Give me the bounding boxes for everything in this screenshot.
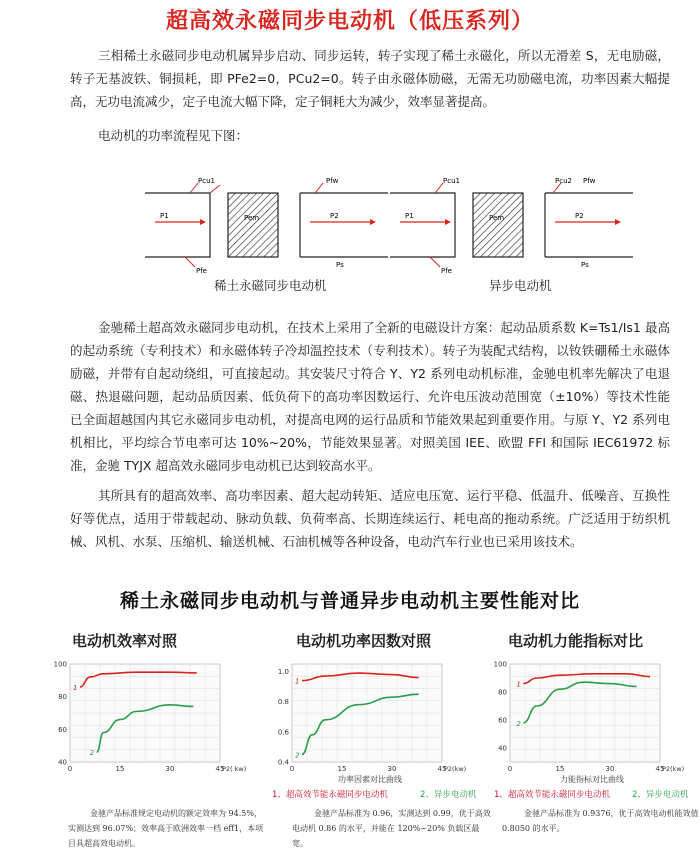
label-pcu1: Pcu1 [198, 177, 215, 185]
y-tick-label: 100 [493, 660, 507, 669]
y-tick-label: 40 [58, 758, 67, 767]
power-factor-curve-caption: 功率因素对比曲线 [338, 775, 402, 784]
x-tick-label: 0 [507, 765, 513, 773]
y-tick-label: 80 [58, 693, 67, 702]
series-2-label: 2 [89, 749, 95, 758]
legend-pm-motor: 1、超高效节能永磁同步电动机 [272, 790, 388, 800]
y-tick-label: 80 [498, 688, 507, 697]
label-ps: Ps [581, 261, 589, 269]
label-p2: P2 [330, 212, 339, 220]
x-tick-label: 45 [437, 765, 447, 773]
series-1-label: 1 [516, 680, 521, 689]
x-tick-label: 30 [387, 765, 397, 773]
y-tick-label: 1.0 [277, 668, 289, 677]
energy-index-chart [480, 656, 700, 774]
pm-motor-power-flow-diagram [140, 175, 400, 275]
label-pfe: Pfe [196, 267, 207, 275]
comparison-title: 稀土永磁同步电动机与普通异步电动机主要性能对比 [119, 590, 580, 612]
x-tick-label: 0 [289, 765, 295, 773]
legend-async-motor-2: 2、异步电动机 [632, 790, 689, 800]
efficiency-note: 金驰产品标准规定电动机的额定效率为 94.5%，实测达到 96.07%；效率高于欧洲效率一档 eff1，本项目具超高效电动机。 [68, 809, 264, 848]
series-1-label: 1 [73, 683, 78, 692]
energy-index-chart-title: 电动机力能指标对比 [508, 632, 644, 650]
x-tick-label: 45 [655, 765, 665, 773]
series-1-label: 1 [295, 677, 300, 686]
label-pfw: Pfw [583, 177, 596, 185]
label-pem: Pem [489, 214, 505, 222]
label-pcu2: Pcu2 [555, 177, 572, 185]
x-tick-label: 15 [115, 765, 125, 773]
x-axis-label: P2(kw) [662, 765, 685, 773]
y-tick-label: 60 [498, 716, 507, 725]
power-factor-note: 金驰产品标准为 0.96，实测达到 0.99，优于高效电动机 0.86 的水平，并能在 120%~20% 负载区最宽。 [292, 809, 491, 848]
power-factor-chart [262, 656, 482, 774]
power-factor-chart-title: 电动机功率因数对照 [296, 632, 432, 650]
x-tick-label: 45 [215, 765, 225, 773]
x-tick-label: 15 [555, 765, 565, 773]
y-tick-label: 0.8 [277, 698, 289, 707]
x-tick-label: 0 [67, 765, 73, 773]
label-pem: Pem [244, 214, 260, 222]
efficiency-chart [40, 656, 260, 774]
x-axis-label: P2( kw) [222, 765, 247, 773]
label-pcu1: Pcu1 [443, 177, 460, 185]
label-p1: P1 [405, 212, 414, 220]
label-p1: P1 [160, 212, 169, 220]
x-tick-label: 30 [605, 765, 615, 773]
async-motor-power-flow-diagram [385, 175, 645, 275]
series-2-label: 2 [516, 719, 521, 728]
legend-async-motor: 2、异步电动机 [420, 790, 477, 800]
efficiency-chart-title: 电动机效率对照 [72, 632, 178, 650]
y-tick-label: 60 [58, 725, 67, 734]
x-tick-label: 15 [337, 765, 347, 773]
x-tick-label: 30 [165, 765, 175, 773]
legend-pm-motor-2: 1、超高效节能永磁同步电动机 [494, 790, 610, 800]
y-tick-label: 40 [498, 744, 507, 753]
label-p2: P2 [575, 212, 584, 220]
pm-motor-diagram-caption: 稀土永磁同步电动机 [214, 278, 327, 293]
series-2-label: 2 [295, 751, 300, 760]
energy-index-curve-caption: 力能指标对比曲线 [560, 775, 624, 784]
label-pfe: Pfe [441, 267, 452, 275]
y-tick-label: 0.6 [277, 728, 289, 737]
label-pfw: Pfw [326, 177, 339, 185]
intro-paragraph: 三相稀土永磁同步电动机属异步启动、同步运转，转子实现了稀土永磁化，所以无滑差 S，无电励磁，转子无基波铁、铜损耗，即 PFe2=0，PCu2=0。转子由永磁体励磁，无需无功励磁电流，功率因素大幅提高，无功电流减少，定子电流大幅下降，定子铜耗大为减少，效率显著提高。 [70, 48, 670, 109]
applications-paragraph: 其所具有的超高效率、高功率因素、超大起动转矩、适应电压宽、运行平稳、低温升、低噪音、互换性好等优点，适用于带载起动、脉动负载、负荷率高、长期连续运行、耗电高的拖动系统。广泛适用于纺织机械、风机、水泵、压缩机、输送机械、石油机械等各种设备，电动汽车行业也已采用该技术。 [70, 488, 670, 549]
label-ps: Ps [336, 261, 344, 269]
technology-paragraph: 金驰稀土超高效永磁同步电动机，在技术上采用了全新的电磁设计方案：起动品质系数 K=Ts1/Is1 最高的起动系统（专利技术）和永磁体转子冷却温控技术（专利技术）。转子为装配式结构，以钕铁硼稀土永磁体励磁，并带有自起动绕组，可直接起动。其安装尺寸符合 Y、Y2 系列电动机标准，金驰电机率先解决了电退磁、热退磁问题，起动品质因素、低负荷下的高功率因数运行、允许电压波动范围宽（±10%）等技术性能已全面超越国内其它永磁同步电动机，对提高电网的运行品质和节能效果起到重要作用。与原 Y、Y2 系列电机相比，平均综合节电率可达 10%~20%，节能效果显著。对照美国 IEE、欧盟 FFI 和国际 IEC61972 标准，金驰 TYJX 超高效永磁同步电动机已达到较高水平。 [70, 320, 670, 473]
page-title: 超高效永磁同步电动机（低压系列） [165, 9, 534, 34]
x-axis-label: P2(kw) [444, 765, 467, 773]
diagram-intro-text: 电动机的功率流程见下图： [98, 128, 249, 143]
y-tick-label: 100 [53, 660, 67, 669]
y-tick-label: 0.4 [277, 758, 289, 767]
async-motor-diagram-caption: 异步电动机 [489, 278, 552, 293]
energy-index-note: 金驰产品标准为 0.9376，优于高效电动机能效值 0.8050 的水平。 [502, 809, 699, 833]
